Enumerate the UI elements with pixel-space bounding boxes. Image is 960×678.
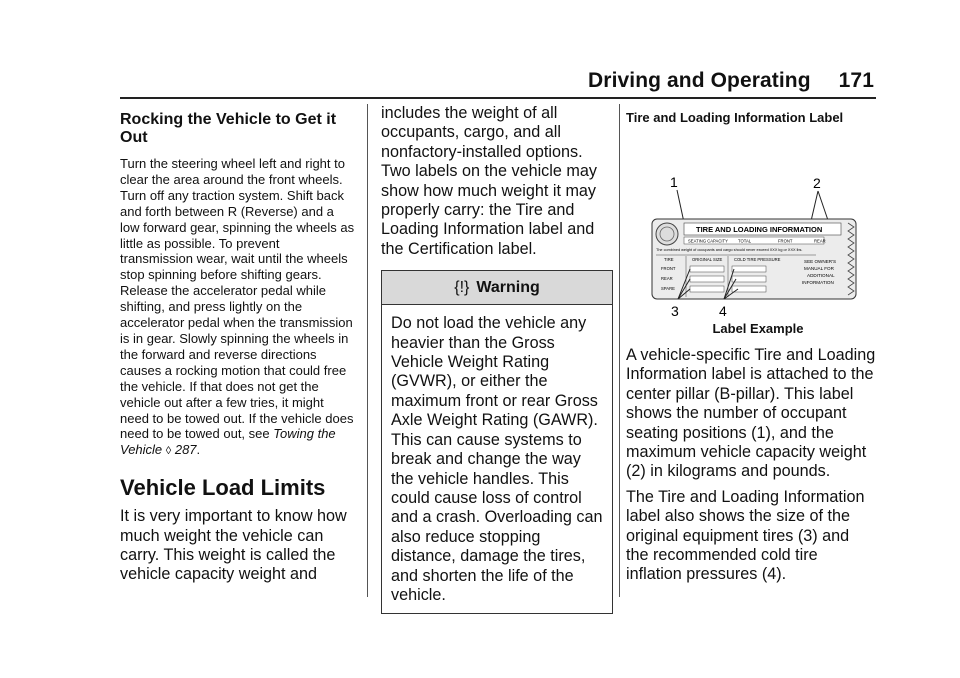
- combined-weight-text: The combined weight of occupants and cargo should never exceed XXX kg or XXX lbs.: [656, 248, 803, 252]
- size-cell: [690, 286, 724, 292]
- continued-paragraph: includes the weight of all occupants, cargo, and all nonfactory-installed options. Two labels on the vehicle may show how much weight it may properly carry: the Tire and Loading Information label and the Certification label.: [381, 104, 597, 258]
- callout-1: 1: [670, 174, 678, 190]
- size-col-header: ORIGINAL SIZE: [692, 257, 723, 262]
- column-1: [120, 111, 355, 585]
- row-rear-label: REAR: [661, 276, 673, 281]
- row-front-label: FRONT: [661, 266, 676, 271]
- figure-title: Tire and Loading Information Label: [626, 110, 844, 125]
- warning-icon: {!}: [454, 278, 470, 296]
- rear-label: REAR: [814, 238, 826, 244]
- tire-label-illustration: [626, 139, 876, 319]
- pressure-cell: [732, 286, 766, 292]
- pressure-cell: [732, 266, 766, 272]
- pressure-cell: [732, 276, 766, 282]
- pressure-col-header: COLD TIRE PRESSURE: [734, 257, 781, 262]
- page-reference-icon: ◊: [165, 445, 172, 458]
- callout-4: 4: [719, 303, 727, 319]
- column-divider: [367, 104, 368, 597]
- callout-3: 3: [671, 303, 679, 319]
- label-figure: [626, 139, 876, 319]
- xref-page: 287: [174, 442, 197, 458]
- owners-note-line: SEE OWNER'S: [804, 259, 837, 264]
- column-2: [381, 104, 613, 614]
- size-cell: [690, 266, 724, 272]
- body-paragraph: [120, 156, 355, 460]
- owners-note-line: INFORMATION: [802, 280, 834, 285]
- intro-paragraph: It is very important to know how much weight the vehicle can carry. This weight is called the vehicle capacity weight and: [120, 507, 347, 584]
- running-header: [588, 69, 874, 93]
- tire-col-header: TIRE: [664, 257, 674, 262]
- warning-box: [381, 270, 613, 614]
- row-spare-label: SPARE: [661, 286, 675, 291]
- body-text: Turn the steering wheel left and right to clear the area around the front wheels. Turn off any traction system. Shift back and forth between R (Reverse) and a low forward gear, spinning the wheels as little as possible. To prevent transmission wear, wait until the wheels stop spinning before shifting gears. Release the accelerator pedal while shifting, and press lightly on the accelerator pedal when the transmission is in gear. Slowly spinning the wheels in the forward and reverse directions causes a rocking motion that could free the vehicle. If that does not get the vehicle out after a few tries, it might need to be towed out. If the vehicle does need to be towed out, see: [120, 156, 355, 442]
- seating-capacity-label: SEATING CAPACITY: [688, 238, 728, 244]
- label-title: TIRE AND LOADING INFORMATION: [696, 225, 823, 234]
- warning-header: [382, 271, 612, 305]
- section-heading: Vehicle Load Limits: [120, 475, 326, 501]
- figure-caption: Label Example: [712, 321, 804, 336]
- header-rule: [120, 97, 876, 99]
- seal-icon: [656, 223, 678, 245]
- section-title: Driving and Operating: [588, 69, 811, 92]
- warning-title: Warning: [476, 278, 540, 296]
- size-cell: [690, 276, 724, 282]
- total-label: TOTAL: [738, 238, 752, 244]
- body-paragraph: The Tire and Loading Information label also shows the size of the original equipment tires (3) and the recommended cold tire inflation pressures (4).: [626, 487, 865, 584]
- owners-note-line: MANUAL FOR: [804, 266, 834, 271]
- warning-text: Do not load the vehicle any heavier than the Gross Vehicle Weight Rating (GVWR), or either the maximum front or rear Gross Axle Weight Rating (GAWR). This can cause systems to break and change the way the vehicle handles. This could cause loss of control and a crash. Overloading can also reduce stopping distance, damage the tires, and shorten the life of the vehicle.: [391, 314, 603, 604]
- body-paragraph: A vehicle-specific Tire and Loading Information label is attached to the center pillar (B-pillar). This label shows the number of occupant seating positions (1), and the maximum vehicle capacity weight (2) in kilograms and pounds.: [626, 346, 876, 481]
- column-divider: [619, 104, 620, 597]
- body-end: .: [196, 442, 201, 458]
- column-3: [626, 111, 876, 591]
- front-label: FRONT: [778, 238, 793, 244]
- subsection-heading: Rocking the Vehicle to Get it Out: [120, 111, 337, 146]
- callout-2: 2: [813, 175, 821, 191]
- owners-note-line: ADDITIONAL: [807, 273, 835, 278]
- xref-title: Towing the Vehicle: [120, 426, 336, 458]
- page-number: 171: [838, 69, 874, 92]
